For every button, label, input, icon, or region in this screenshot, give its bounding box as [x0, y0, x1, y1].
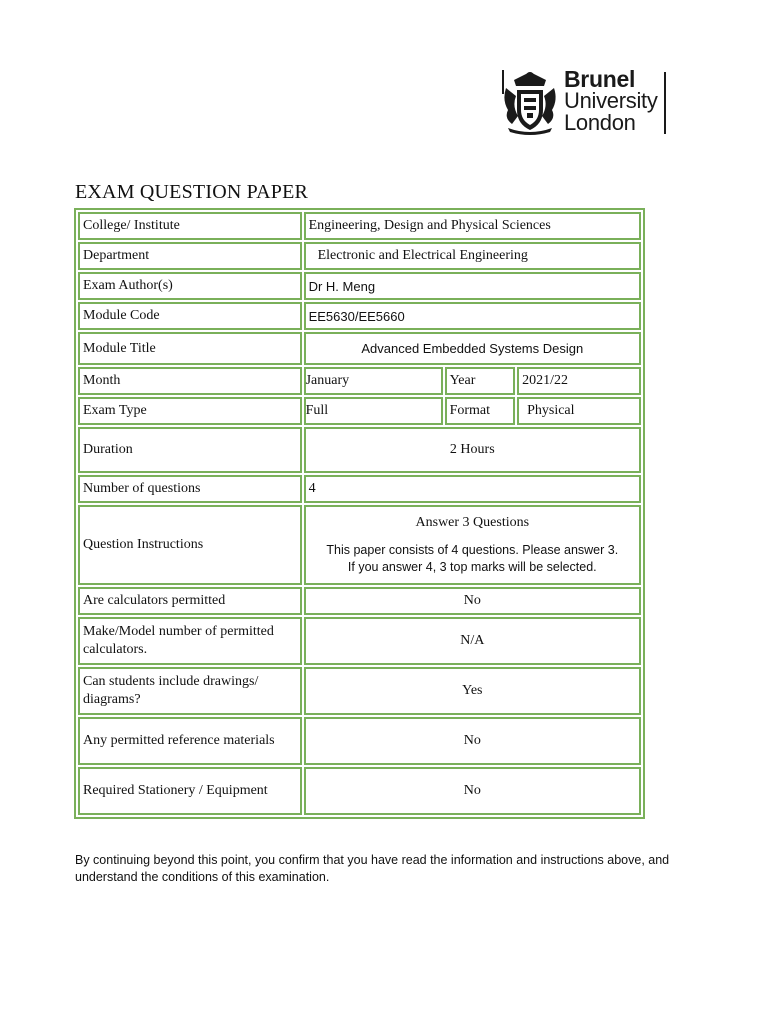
duration-value: 2 Hours	[304, 427, 641, 473]
table-row	[78, 302, 641, 330]
exam-type-label: Exam Type	[78, 397, 302, 425]
table-row	[78, 505, 641, 585]
drawings-value: Yes	[304, 667, 641, 715]
module-title-label: Module Title	[78, 332, 302, 365]
num-questions-value: 4	[304, 475, 641, 503]
table-row	[78, 242, 641, 270]
logo-divider-right	[664, 72, 666, 134]
calc-model-label: Make/Model number of permitted calculators.	[78, 617, 302, 665]
author-value: Dr H. Meng	[304, 272, 641, 300]
table-row	[78, 617, 641, 665]
module-title-value: Advanced Embedded Systems Design	[304, 332, 641, 365]
calc-model-value: N/A	[304, 617, 641, 665]
format-value: Physical	[517, 397, 641, 425]
logo-line-london: London	[564, 110, 636, 135]
reference-value: No	[304, 717, 641, 765]
table-row	[78, 767, 641, 815]
table-row	[78, 587, 641, 615]
author-label: Exam Author(s)	[78, 272, 302, 300]
instructions-line-1: This paper consists of 4 questions. Please answer 3.	[326, 543, 619, 557]
table-row	[78, 367, 641, 395]
table-row	[78, 397, 641, 425]
stationery-value: No	[304, 767, 641, 815]
logo-line-brunel: Brunel	[564, 66, 636, 92]
module-code-label: Module Code	[78, 302, 302, 330]
duration-label: Duration	[78, 427, 302, 473]
crest-icon	[500, 66, 560, 136]
table-row	[78, 272, 641, 300]
table-row	[78, 427, 641, 473]
department-label: Department	[78, 242, 302, 270]
year-label: Year	[445, 367, 516, 395]
month-label: Month	[78, 367, 302, 395]
exam-info-table	[74, 208, 645, 819]
reference-label: Any permitted reference materials	[78, 717, 302, 765]
year-value: 2021/22	[517, 367, 641, 395]
instructions-line-2: If you answer 4, 3 top marks will be selected.	[347, 560, 597, 574]
table-row	[78, 212, 641, 240]
calculators-label: Are calculators permitted	[78, 587, 302, 615]
university-logo	[500, 66, 670, 136]
page-title: EXAM QUESTION PAPER	[75, 181, 309, 203]
confirmation-note: By continuing beyond this point, you confirm that you have read the information and instructions above, and understand the conditions of this examination.	[75, 853, 670, 884]
format-label: Format	[445, 397, 516, 425]
calculators-value: No	[304, 587, 641, 615]
num-questions-label: Number of questions	[78, 475, 302, 503]
table-row	[78, 332, 641, 365]
logo-line-university: University	[564, 88, 658, 113]
table-row	[78, 475, 641, 503]
table-row	[78, 717, 641, 765]
table-row	[78, 667, 641, 715]
college-label: College/ Institute	[78, 212, 302, 240]
logo-wordmark	[564, 68, 658, 134]
stationery-label: Required Stationery / Equipment	[78, 767, 302, 815]
instructions-cell	[304, 505, 641, 585]
instructions-label: Question Instructions	[78, 505, 302, 585]
module-code-value: EE5630/EE5660	[304, 302, 641, 330]
month-value: January	[304, 367, 443, 395]
department-value: Electronic and Electrical Engineering	[304, 242, 641, 270]
drawings-label: Can students include drawings/ diagrams?	[78, 667, 302, 715]
college-value: Engineering, Design and Physical Sciences	[304, 212, 641, 240]
exam-type-value: Full	[304, 397, 443, 425]
instructions-heading: Answer 3 Questions	[415, 515, 530, 530]
